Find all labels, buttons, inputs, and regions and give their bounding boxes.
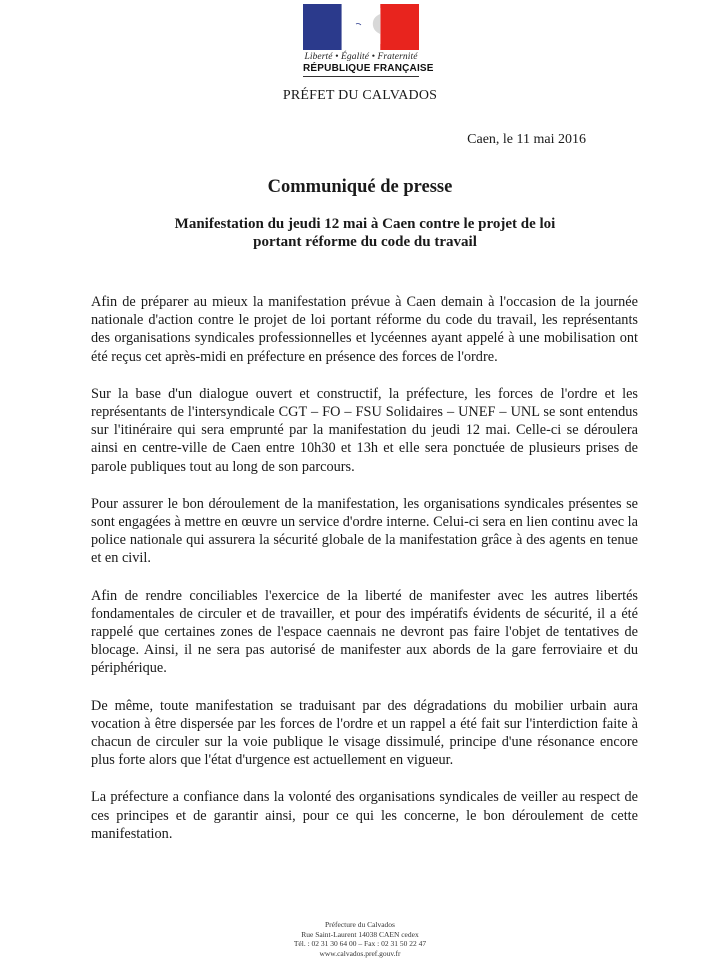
document-subtitle	[150, 215, 580, 251]
paragraph-2: Sur la base d'un dialogue ouvert et constructif, la préfecture, les forces de l'ordre et les représentants de l'intersyndicale CGT – FO – FSU Solidaires – UNEF – UNL se sont entendus sur l'itinéraire qui sera emprunté par la manifestation du jeudi 12 mai. Celle-ci se déroulera ainsi en centre-ville de Caen entre 10h30 et 13h et elle sera ponctuée de plusieurs prises de parole publiques tout au long de son parcours.	[91, 385, 638, 475]
paragraph-1: Afin de préparer au mieux la manifestation prévue à Caen demain à l'occasion de la journée nationale d'action contre le projet de loi portant réforme du code du travail, les représentants des organisations syndicales professionnelles et lycéennes ayant appelé à une mobilisation ont été reçus cet après-midi en préfecture en présence des forces de l'ordre.	[91, 294, 638, 365]
motto-text: Liberté • Égalité • Fraternité	[304, 52, 418, 62]
footer-website: www.calvados.pref.gouv.fr	[319, 948, 401, 958]
footer-contact	[0, 920, 720, 958]
flag-red-band	[380, 4, 419, 50]
document-date: Caen, le 11 mai 2016	[467, 132, 586, 147]
paragraph-4: Afin de rendre conciliables l'exercice de la liberté de manifester avec les autres libertés fondamentales de circuler et de travailler, et pour des impératifs évidents de sécurité, il a été rappelé que certaines zones de l'espace caennais ne devront pas faire l'objet de tentatives de blocage. Ainsi, il ne sera pas autorisé de manifester aux abords de la gare ferroviaire et du périphérique.	[91, 587, 638, 677]
flag-blue-band	[303, 4, 342, 50]
paragraph-5: De même, toute manifestation se traduisant par des dégradations du mobilier urbain aura vocation à être dispersée par les forces de l'ordre et un rappel a été fait sur l'interdiction faite à chacun de circuler sur la voie publique le visage dissimulé, principe d'une résonance encore plus forte alors que l'état d'urgence est actuellement en vigueur.	[91, 697, 638, 769]
paragraph-3: Pour assurer le bon déroulement de la manifestation, les organisations syndicales présentes se sont engagées à mettre en œuvre un service d'ordre interne. Celui-ci sera en lien continu avec la police nationale qui assurera la sécurité globale de la manifestation grâce à des agents en tenue et en civil.	[91, 495, 638, 567]
prefet-heading: PRÉFET DU CALVADOS	[282, 88, 438, 103]
logo-divider	[303, 76, 419, 77]
subtitle-line-2: portant réforme du code du travail	[253, 234, 477, 250]
republic-title: RÉPUBLIQUE FRANÇAISE	[303, 63, 434, 74]
press-release-body	[91, 293, 638, 862]
marianne-icon	[303, 4, 419, 50]
republique-francaise-logo	[303, 4, 434, 77]
paragraph-6: La préfecture a confiance dans la volonté des organisations syndicales de veiller au respect de ces principes et de garantir ainsi, pour ce qui les concerne, le bon déroulement de cette manifestation.	[91, 789, 638, 842]
footer-address: Rue Saint-Laurent 14038 CAEN cedex	[301, 929, 419, 939]
document-title: Communiqué de presse	[267, 177, 453, 197]
subtitle-line-1: Manifestation du jeudi 12 mai à Caen contre le projet de loi	[174, 216, 556, 232]
footer-organization: Préfecture du Calvados	[325, 920, 395, 929]
footer-phone-fax: Tél. : 02 31 30 64 00 – Fax : 02 31 50 22 47	[293, 939, 427, 948]
